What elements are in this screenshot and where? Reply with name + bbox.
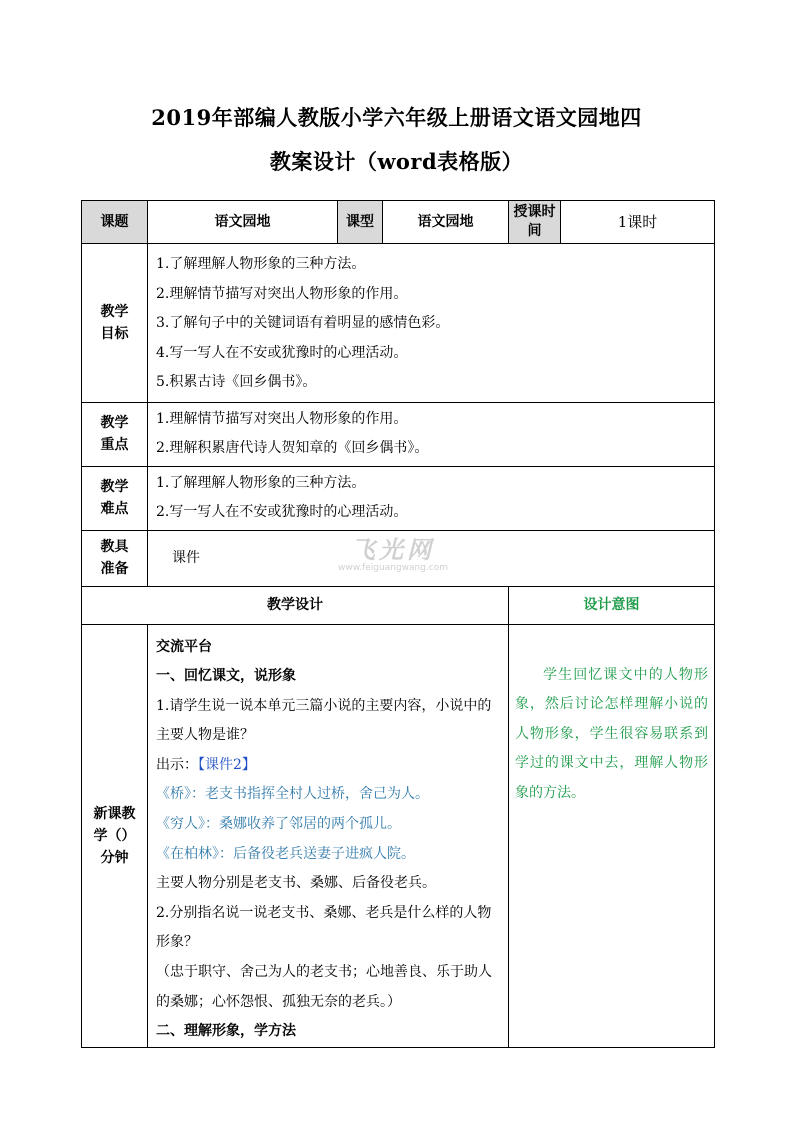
key-points-list bbox=[148, 402, 715, 466]
list-item: 2.写一写人在不安或犹豫时的心理活动。 bbox=[156, 504, 408, 520]
topic-label: 课题 bbox=[82, 201, 148, 244]
design-header-row bbox=[82, 586, 715, 624]
question-2: 2.分别指名说一说老支书、桑娜、老兵是什么样的人物形象？ bbox=[156, 904, 492, 951]
courseware-link: 【课件2】 bbox=[198, 756, 256, 773]
question-1: 1.请学生说一说本单元三篇小说的主要内容，小说中的主要人物是谁？ bbox=[156, 697, 492, 744]
list-item: 2.理解积累唐代诗人贺知章的《回乡偶书》。 bbox=[156, 440, 429, 456]
list-item: 3.了解句子中的关键词语有着明显的感情色彩。 bbox=[156, 315, 450, 331]
platform-heading: 交流平台 bbox=[156, 638, 212, 655]
list-item: 1.了解理解人物形象的三种方法。 bbox=[156, 256, 366, 272]
story-3: 《在柏林》：后备役老兵送妻子进疯人院。 bbox=[156, 845, 415, 862]
show-line bbox=[156, 751, 502, 781]
key-points-label: 教学重点 bbox=[82, 402, 148, 466]
list-item: 5.积累古诗《回乡偶书》。 bbox=[156, 374, 317, 390]
document-title-line1: 2019年部编人教版小学六年级上册语文语文园地四 bbox=[151, 105, 642, 130]
type-label: 课型 bbox=[338, 201, 383, 244]
list-item: 4.写一写人在不安或犹豫时的心理活动。 bbox=[156, 344, 408, 361]
goals-row bbox=[82, 244, 715, 403]
goals-list bbox=[148, 244, 715, 403]
goals-label: 教学目标 bbox=[82, 244, 148, 403]
design-content bbox=[148, 624, 509, 1047]
materials-value: 课件 bbox=[148, 530, 715, 586]
new-lesson-row bbox=[82, 624, 715, 1047]
topic-value: 语文园地 bbox=[148, 201, 338, 244]
materials-label: 教具准备 bbox=[82, 530, 148, 586]
part2-heading: 二、理解形象，学方法 bbox=[156, 1023, 296, 1040]
watermark-url: www.feiguangwang.com bbox=[337, 563, 449, 573]
intent-header: 设计意图 bbox=[509, 586, 715, 624]
lesson-plan-table bbox=[81, 200, 715, 1048]
answer: （忠于职守、舍己为人的老支书；心地善良、乐于助人的桑娜；心怀怨恨、孤独无奈的老兵。） bbox=[156, 964, 492, 1010]
story-1: 《桥》：老支书指挥全村人过桥，舍己为人。 bbox=[156, 786, 429, 803]
hours-value: 1课时 bbox=[561, 201, 715, 244]
hours-label: 授课时间 bbox=[509, 201, 561, 244]
difficulties-row bbox=[82, 466, 715, 530]
story-2: 《穷人》：桑娜收养了邻居的两个孤儿。 bbox=[156, 816, 401, 833]
part1-heading: 一、回忆课文，说形象 bbox=[156, 668, 296, 685]
watermark-text: 飞光网 bbox=[351, 536, 435, 564]
intent-content: 学生回忆课文中的人物形象，然后讨论怎样理解小说的人物形象，学生很容易联系到学过的课文中去，理解人物形象的方法。 bbox=[509, 624, 715, 1047]
list-item: 2.理解情节描写对突出人物形象的作用。 bbox=[156, 285, 408, 302]
document-title-line2: 教案设计（word表格版） bbox=[269, 149, 524, 174]
difficulties-list bbox=[148, 466, 715, 530]
section-label: 新课教学（）分钟 bbox=[82, 624, 148, 1047]
list-item: 1.了解理解人物形象的三种方法。 bbox=[156, 474, 366, 491]
difficulties-label: 教学难点 bbox=[82, 466, 148, 530]
header-row bbox=[82, 201, 715, 244]
materials-row bbox=[82, 530, 715, 586]
list-item: 1.理解情节描写对突出人物形象的作用。 bbox=[156, 410, 408, 427]
show-prefix: 出示： bbox=[156, 756, 198, 773]
key-points-row bbox=[82, 402, 715, 466]
design-header: 教学设计 bbox=[82, 586, 509, 624]
type-value: 语文园地 bbox=[383, 201, 509, 244]
summary: 主要人物分别是老支书、桑娜、后备役老兵。 bbox=[156, 875, 436, 892]
